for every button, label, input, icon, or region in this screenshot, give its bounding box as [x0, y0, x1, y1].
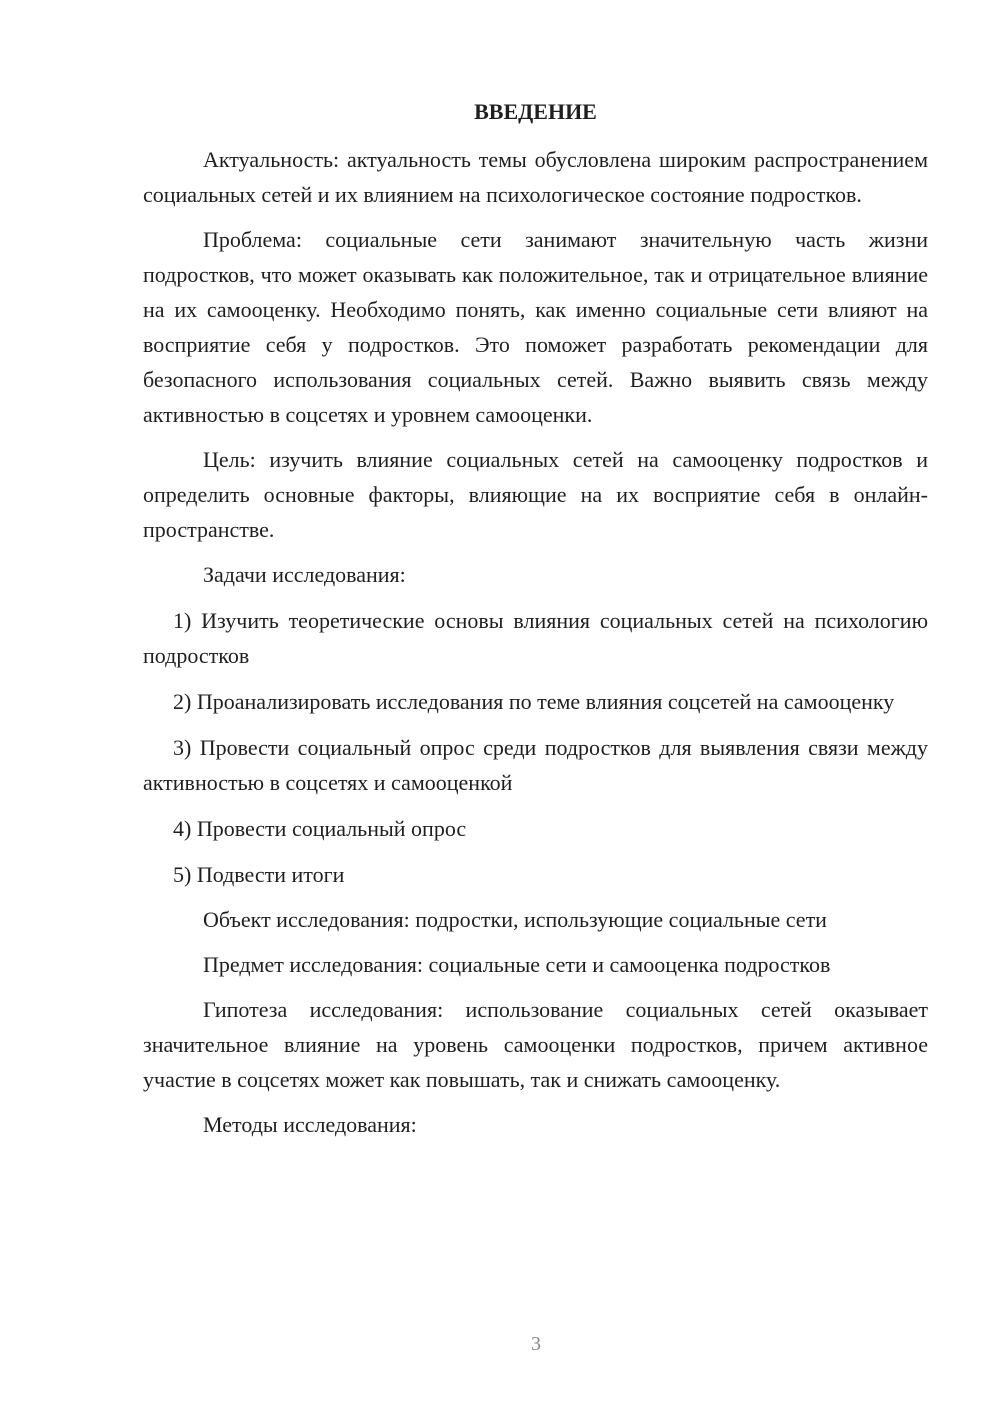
paragraph-subject: Предмет исследования: социальные сети и самооценка подростков — [203, 952, 831, 977]
paragraph-hypothesis: Гипотеза исследования: использование социальных сетей оказывает значительное влияние на уровень самооценки подростков, причем активное участие в соцсетях может как повышать, так и снижать самооценку. — [143, 997, 928, 1092]
tasks-title: Задачи исследования: — [203, 562, 406, 587]
paragraph-goal: Цель: изучить влияние социальных сетей на самооценку подростков и определить основные факторы, влияющие на их восприятие себя в онлайн-пространстве. — [143, 447, 928, 542]
task-item-3: 3) Провести социальный опрос среди подростков для выявления связи между активностью в соцсетях и самооценкой — [143, 735, 928, 795]
task-item-1: 1) Изучить теоретические основы влияния социальных сетей на психологию подростков — [143, 608, 928, 668]
task-item-2: 2) Проанализировать исследования по теме влияния соцсетей на самооценку — [173, 689, 895, 714]
paragraph-relevance: Актуальность: актуальность темы обусловлена широким распространением социальных сетей и их влиянием на психологическое состояние подростков. — [143, 147, 928, 207]
paragraph-object: Объект исследования: подростки, использующие социальные сети — [203, 907, 827, 932]
page-title: ВВЕДЕНИЕ — [474, 99, 597, 124]
page-number: 3 — [531, 1333, 541, 1355]
paragraph-methods: Методы исследования: — [203, 1112, 417, 1137]
task-item-5: 5) Подвести итоги — [173, 862, 345, 887]
document-body — [143, 94, 928, 1142]
paragraph-problem: Проблема: социальные сети занимают значительную часть жизни подростков, что может оказывать как положительное, так и отрицательное влияние на их самооценку. Необходимо понять, как именно социальные сети влияют на восприятие себя у подростков. Это поможет разработать рекомендации для безопасного использования социальных сетей. Важно выявить связь между активностью в соцсетях и уровнем самооценки. — [143, 227, 928, 427]
task-item-4: 4) Провести социальный опрос — [173, 816, 467, 841]
